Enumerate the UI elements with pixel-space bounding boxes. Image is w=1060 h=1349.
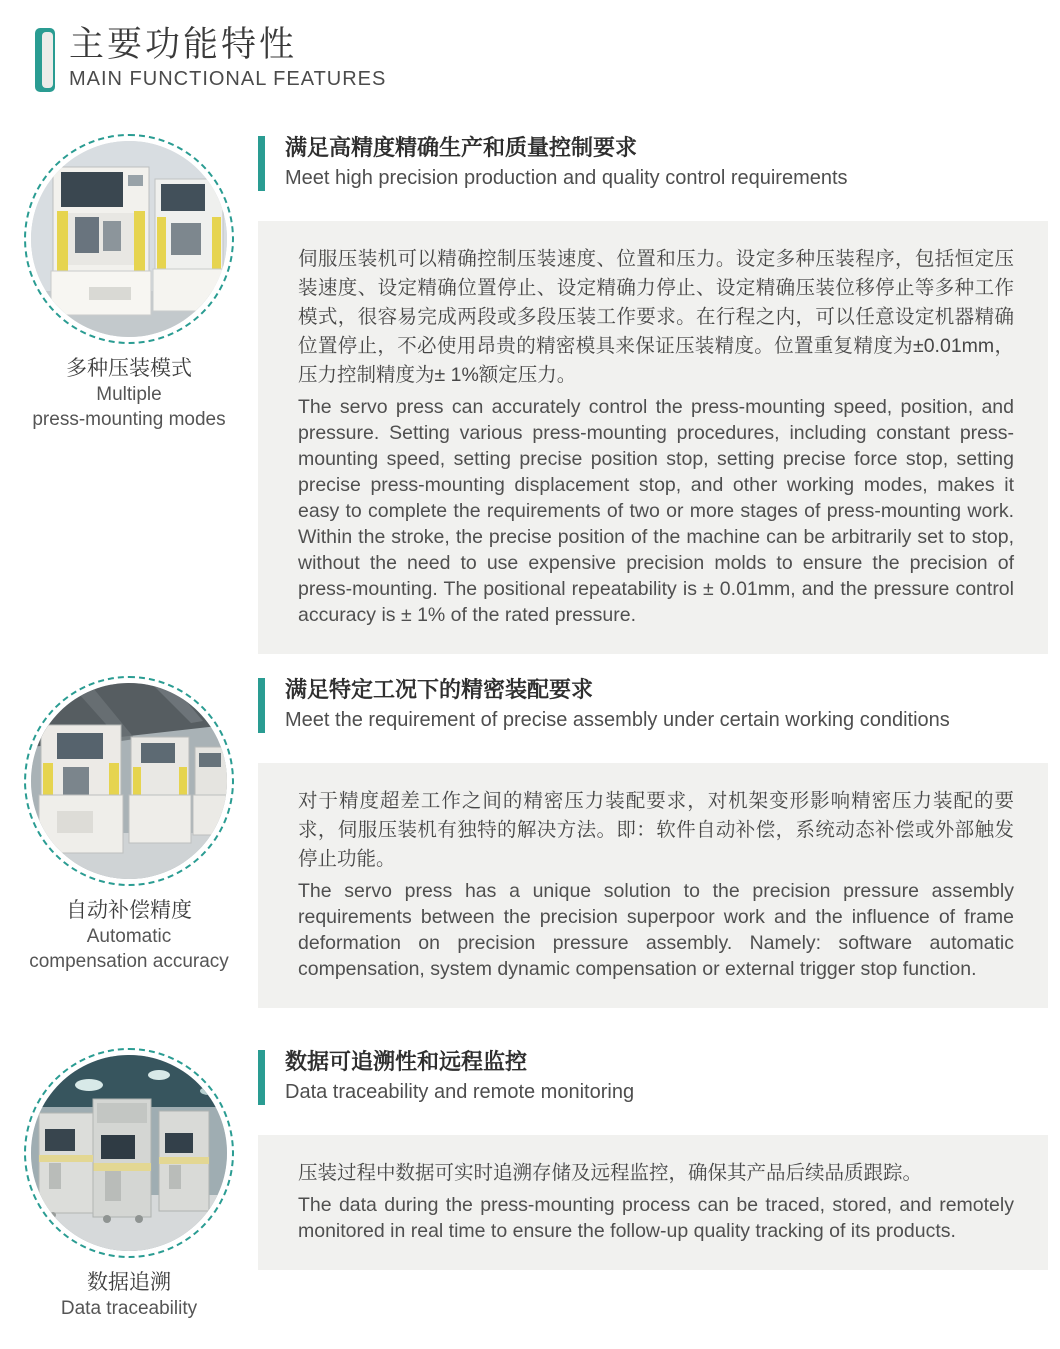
feature-3-caption-zh: 数据追溯 <box>87 1271 171 1294</box>
feature-3-caption-en-line1: Data traceability <box>60 1298 198 1319</box>
machine-photo-2 <box>31 683 227 879</box>
feature-2-body-zh: 对于精度超差工作之间的精密压力装配要求，对机架变形影响精密压力装配的要求，伺服压装机有独特的解决方法。即：软件自动补偿，系统动态补偿或外部触发停止功能。 <box>298 790 1014 870</box>
feature-2-caption-en-line1: Automatic <box>86 926 172 947</box>
feature-1-title-block <box>258 134 1048 191</box>
feature-2-right <box>258 676 1060 1008</box>
feature-1-title-en: Meet high precision production and quality control requirements <box>285 167 848 189</box>
feature-3-body-zh: 压装过程中数据可实时追溯存储及远程监控，确保其产品后续品质跟踪。 <box>298 1162 923 1184</box>
feature-1-caption-en-line1: Multiple <box>96 384 162 405</box>
feature-1-title-zh: 满足高精度精确生产和质量控制要求 <box>285 135 638 160</box>
feature-2-accent-bar <box>258 678 265 733</box>
machine-photo-3 <box>31 1055 227 1251</box>
feature-1-body-en: The servo press can accurately control the press-mounting speed, position, and pressure. Setting various press-mounting procedures, including constant press-mounting speed, setting precise position stop, setting precise force stop, setting precise press-mounting displacement stop, and other working modes, makes it easy to complete the requirements of two or more stages of press-mounting work. Within the stroke, the precise position of the machine can be arbitrarily set to stop, without the need to use expensive precision molds to ensure the precision of press-mounting. The positional repeatability is ± 0.01mm, and the pressure control accuracy is ± 1% of the rated pressure. <box>298 396 1014 626</box>
feature-1-accent-bar <box>258 136 265 191</box>
feature-2-title-en: Meet the requirement of precise assembly under certain working conditions <box>285 709 950 731</box>
feature-section-press-modes <box>0 134 1060 654</box>
feature-1-title-texts <box>285 134 848 191</box>
feature-1-body-zh: 伺服压装机可以精确控制压装速度、位置和压力。设定多种压装程序，包括恒定压装速度、设定精确位置停止、设定精确力停止、设定精确压装位移停止等多种工作模式，很容易完成两段或多段压装工作要求。在行程之内，可以任意设定机器精确位置停止，不必使用昂贵的精密模具来保证压装精度。位置重复精度为±0.01mm，压力控制精度为± 1%额定压力。 <box>298 248 1014 386</box>
machine-photo-1 <box>31 141 227 337</box>
feature-3-body-panel <box>258 1135 1048 1270</box>
feature-3-title-block <box>258 1048 1048 1105</box>
feature-2-body-en: The servo press has a unique solution to the precision pressure assembly requirements between the precision superpoor work and the influence of frame deformation on precision pressure assembly. Namely: software automatic compensation, system dynamic compensation or external trigger stop function. <box>298 880 1014 980</box>
feature-2-caption-zh: 自动补偿精度 <box>66 899 192 922</box>
feature-1-right <box>258 134 1060 654</box>
feature-section-compensation <box>0 676 1060 1008</box>
machine-photo-1-ring <box>24 134 234 344</box>
page-header <box>0 0 1060 92</box>
feature-3-title-zh: 数据可追溯性和远程监控 <box>285 1049 528 1074</box>
feature-2-title-block <box>258 676 1048 733</box>
machine-photo-1-illustration <box>31 141 227 337</box>
machine-photo-2-ring <box>24 676 234 886</box>
feature-3-right <box>258 1048 1060 1270</box>
feature-2-caption-en-line2: compensation accuracy <box>29 951 229 972</box>
machine-photo-3-ring <box>24 1048 234 1258</box>
feature-1-caption-en-line2: press-mounting modes <box>32 409 226 430</box>
machine-photo-2-illustration <box>31 683 227 879</box>
feature-3-left <box>0 1048 258 1321</box>
header-bracket-inner <box>42 32 53 88</box>
feature-3-title-texts <box>285 1048 634 1105</box>
feature-3-accent-bar <box>258 1050 265 1105</box>
header-bracket-icon <box>35 28 55 92</box>
page-title-en: MAIN FUNCTIONAL FEATURES <box>69 68 387 90</box>
feature-3-body-en: The data during the press-mounting process can be traced, stored, and remotely monitored in real time to ensure the follow-up quality tracking of its products. <box>298 1194 1014 1242</box>
feature-3-title-en: Data traceability and remote monitoring <box>285 1081 635 1103</box>
feature-2-left <box>0 676 258 974</box>
feature-1-body-panel <box>258 221 1048 654</box>
page-title-zh: 主要功能特性 <box>69 25 298 64</box>
feature-section-traceability <box>0 1048 1060 1321</box>
feature-2-title-texts <box>285 676 950 733</box>
feature-2-title-zh: 满足特定工况下的精密装配要求 <box>285 677 594 702</box>
feature-1-left <box>0 134 258 432</box>
feature-2-body-panel <box>258 763 1048 1008</box>
machine-photo-3-illustration <box>31 1055 227 1251</box>
header-titles <box>69 25 386 91</box>
feature-1-caption-zh: 多种压装模式 <box>66 357 192 380</box>
